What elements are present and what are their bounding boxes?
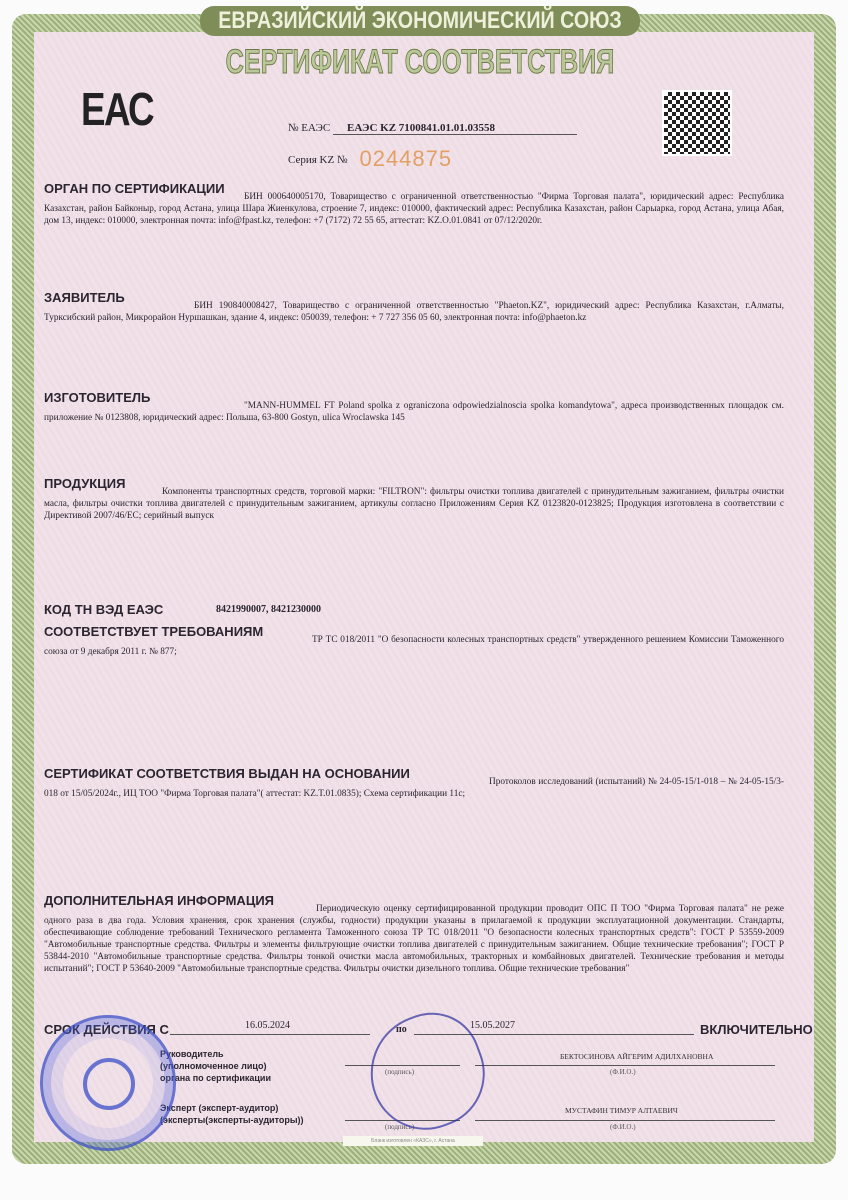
section-text: Протоколов исследований (испытаний) № 24-05-15/1-018 – № 24-05-15/3-018 от 15/05/2024г., ИЦ ТОО "Фирма Торговая палата"( аттестат: KZ.T.01.0835); Схема сертификации 11с; bbox=[44, 777, 784, 799]
qr-code bbox=[662, 90, 732, 156]
expert-name-line bbox=[475, 1120, 775, 1121]
union-banner: ЕВРАЗИЙСКИЙ ЭКОНОМИЧЕСКИЙ СОЮЗ bbox=[218, 7, 622, 34]
series-value: 0244875 bbox=[359, 146, 453, 171]
name-caption: (Ф.И.О.) bbox=[610, 1123, 636, 1131]
certificate-series bbox=[288, 146, 452, 172]
section-manufacturer bbox=[44, 392, 784, 424]
section-applicant bbox=[44, 292, 784, 324]
stamp-emblem-icon bbox=[83, 1058, 135, 1110]
section-text: ТР ТС 018/2011 "О безопасности колесных транспортных средств" утвержденного решением Комиссии Таможенного союза от 9 декабря 2011 г. № 877; bbox=[44, 635, 784, 657]
head-label-line: Руководитель bbox=[160, 1049, 224, 1059]
section-heading: ОРГАН ПО СЕРТИФИКАЦИИ bbox=[44, 181, 225, 196]
section-code bbox=[44, 604, 784, 618]
validity-from: 16.05.2024 bbox=[245, 1020, 290, 1031]
section-text: Периодическую оценку сертифицированной продукции проводит ОПС П ТОО "Фирма Торговая палата" не реже одного раза в два года. Условия хранения, срок хранения (службы, годности) продукции указаны в прилагаемой к продукции эксплуатационной документации. Стандарты, обеспечивающие соблюдение требований Технического регламента Таможенного союза ТР ТС 018/2011 "О безопасности колесных транспортных средств": ГОСТ Р 53559-2009 "Автомобильные транспортные средства. Фильтры и элементы фильтрующие очистки топлива двигателей с принудительным зажиганием. Общие технические требования"; ГОСТ Р 53844-2010 "Автомобильные транспортные средства. Фильтры тонкой очистки масла автомобильных, тракторных и комбайновых двигателей. Технические требования и методы испытаний"; ГОСТ Р 53640-2009 "Автомобильные транспортные средства. Фильтры очистки дизельного топлива. Общие технические требования" bbox=[44, 904, 784, 974]
head-name-line bbox=[475, 1065, 775, 1066]
section-conforms bbox=[44, 626, 784, 658]
code-value: 8421990007, 8421230000 bbox=[216, 604, 321, 615]
section-product bbox=[44, 478, 784, 522]
expert-name: МУСТАФИН ТИМУР АЛТАЕВИЧ bbox=[565, 1106, 678, 1115]
section-heading: СООТВЕТСТВУЕТ ТРЕБОВАНИЯМ bbox=[44, 624, 264, 639]
section-text: Компоненты транспортных средств, торговой марки: "FILTRON": фильтры очистки топлива двигателей с принудительным зажиганием, фильтры очистки масла, фильтры очистки топлива двигателей с принудительным зажиганием, артикулы согласно Приложениям Серия KZ 0123820-0123825; Продукция изготовлена в соответствии с Директивой 2007/46/EC; серийный выпуск bbox=[44, 487, 784, 521]
section-organ bbox=[44, 183, 784, 227]
official-stamp bbox=[40, 1015, 176, 1151]
head-name: БЕКТОСИНОВА АЙГЕРИМ АДИЛХАНОВНА bbox=[560, 1052, 714, 1061]
section-heading: ИЗГОТОВИТЕЛЬ bbox=[44, 390, 151, 405]
section-heading: ПРОДУКЦИЯ bbox=[44, 476, 126, 491]
section-heading: СЕРТИФИКАТ СООТВЕТСТВИЯ ВЫДАН НА ОСНОВАНИИ bbox=[44, 766, 410, 781]
section-text: "MANN-HUMMEL FT Poland spolka z ograniczona odpowiedzialnoscia spolka komandytowa", адреса производственных площадок см. приложение № 0123808, юридический адрес: Польша, 63-800 Gostyn, ulica Wroclawska 145 bbox=[44, 401, 784, 423]
section-text: БИН 190840008427, Товарищество с ограниченной ответственностью "Phaeton.KZ", юридический адрес: Республика Казахстан, г.Алматы, Турксибский район, Микрорайон Нуршашкан, здание 4, индекс: 050039, телефон: + 7 727 356 05 60, электронная почта: info@phaeton.kz bbox=[44, 301, 784, 323]
series-label: Серия KZ № bbox=[288, 154, 348, 166]
name-caption: (Ф.И.О.) bbox=[610, 1068, 636, 1076]
certificate-title: СЕРТИФИКАТ СООТВЕТСТВИЯ bbox=[225, 43, 615, 81]
validity-from-line bbox=[170, 1034, 370, 1035]
validity-heading: СРОК ДЕЙСТВИЯ С bbox=[44, 1022, 169, 1037]
certificate-number bbox=[288, 122, 577, 135]
section-text: БИН 000640005170, Товарищество с ограниченной ответственностью "Фирма Торговая палата", юридический адрес: Республика Казахстан, район Байконыр, город Астана, улица Шара Жиенкулова, строение 7, индекс: 010000, фактический адрес: Республика Казахстан, район Сарыарка, город Астана, улица Абая, дом 13, индекс: 010000, электронная почта: info@fpast.kz, телефон: +7 (7172) 72 55 65, аттестат: KZ.O.01.0841 от 07/12/2020г. bbox=[44, 192, 784, 226]
footer-note: Бланк изготовлен «КАЗС», г. Астана bbox=[343, 1136, 483, 1146]
section-basis bbox=[44, 768, 784, 800]
section-additional bbox=[44, 895, 784, 975]
head-label-line: органа по сертификации bbox=[160, 1073, 271, 1083]
signature-caption: (подпись) bbox=[385, 1123, 415, 1131]
section-heading: ДОПОЛНИТЕЛЬНАЯ ИНФОРМАЦИЯ bbox=[44, 893, 275, 908]
expert-label-line: Эксперт (эксперт-аудитор) bbox=[160, 1103, 279, 1113]
number-label: № ЕАЭС bbox=[288, 122, 331, 134]
expert-label-line: (эксперты(эксперты-аудиторы)) bbox=[160, 1115, 304, 1125]
section-heading: КОД ТН ВЭД ЕАЭС bbox=[44, 602, 164, 617]
signature-caption: (подпись) bbox=[385, 1068, 415, 1076]
head-label-line: (уполномоченное лицо) bbox=[160, 1061, 267, 1071]
validity-suffix: ВКЛЮЧИТЕЛЬНО bbox=[700, 1022, 813, 1037]
head-label bbox=[160, 1048, 271, 1084]
eac-logo: ЕАС bbox=[80, 83, 153, 135]
expert-label bbox=[160, 1102, 304, 1126]
validity-to-label: по bbox=[396, 1024, 407, 1035]
validity-to: 15.05.2027 bbox=[470, 1020, 515, 1031]
section-heading: ЗАЯВИТЕЛЬ bbox=[44, 290, 125, 305]
number-value: ЕАЭС KZ 7100841.01.01.03558 bbox=[333, 122, 577, 135]
